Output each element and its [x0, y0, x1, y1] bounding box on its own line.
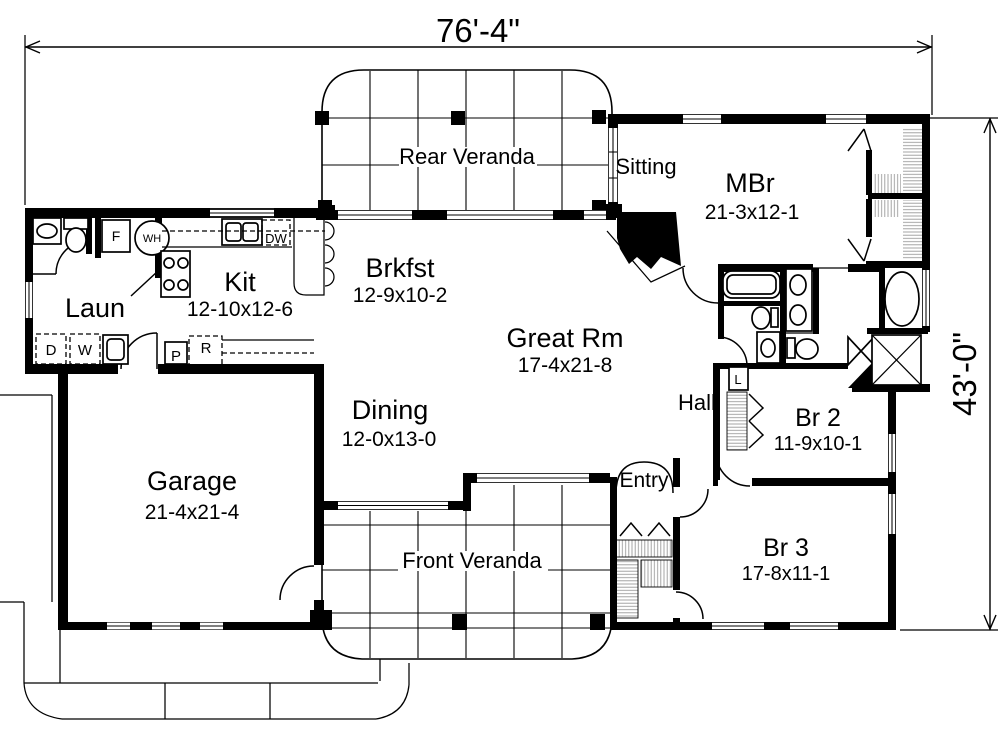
label-washer: W [77, 342, 93, 359]
veranda-post [315, 111, 329, 125]
bar-stool [325, 222, 334, 240]
hall-nook-door [683, 268, 718, 303]
bar-stool [325, 245, 334, 263]
room-label-br3: Br 3 [763, 534, 809, 562]
br3-south-window-1 [712, 623, 764, 629]
room-label-dining: Dining [351, 395, 429, 425]
room-dims-br2: 11-9x10-1 [773, 433, 863, 455]
greatrm-front-window [477, 474, 589, 482]
brkfst-slider [338, 211, 412, 219]
room-label-great-rm: Great Rm [506, 323, 624, 353]
bar-stool [325, 268, 334, 286]
br2-window [889, 434, 895, 472]
label-pantry: P [170, 348, 182, 365]
room-dims-dining: 12-0x13-0 [341, 428, 437, 451]
label-water-heater: WH [142, 233, 162, 245]
room-dims-mbr: 21-3x12-1 [704, 201, 800, 224]
garage-house-door [280, 566, 314, 600]
width-dimension-label: 76'-4" [435, 12, 521, 49]
half-bath-sink [33, 218, 61, 244]
laundry-sink [103, 335, 128, 364]
master-vanity [786, 269, 812, 331]
mbr-closet-door-upper [848, 129, 871, 151]
hall-bath-sink [757, 332, 780, 363]
veranda-post [592, 110, 606, 124]
room-label-laun: Laun [64, 293, 126, 323]
room-label-entry: Entry [619, 469, 669, 492]
room-label-sitting: Sitting [615, 154, 677, 179]
room-label-hall: Hall [678, 390, 716, 415]
room-label-br2: Br 2 [795, 404, 841, 432]
hall-bath-door [718, 337, 747, 366]
rear-door-window [584, 211, 606, 219]
label-dryer: D [45, 342, 57, 359]
veranda-post [452, 614, 467, 630]
laundry-window [26, 282, 32, 318]
laundry-kitchen-door [131, 271, 158, 296]
room-dims-great-rm: 17-4x21-8 [517, 354, 613, 377]
half-bath-toilet [64, 218, 88, 252]
entry-door-leaves [620, 523, 670, 536]
hall-bath-toilet [752, 307, 778, 329]
br3-east-window [889, 494, 895, 534]
room-dims-garage: 21-4x21-4 [144, 501, 240, 524]
label-furnace: F [111, 228, 121, 244]
br3-door [680, 489, 708, 517]
master-toilet [787, 338, 818, 359]
room-label-brkfst: Brkfst [365, 253, 435, 283]
room-label-mbr: MBr [725, 168, 775, 198]
height-dimension-label: 43'-0" [946, 331, 983, 417]
mbath-tub-window [923, 270, 929, 326]
room-label-garage: Garage [146, 466, 238, 496]
master-tub [885, 272, 919, 326]
rear-veranda-slab [315, 70, 612, 214]
garage-door-panels [107, 623, 223, 630]
kitchen-window [210, 209, 274, 217]
label-linen: L [734, 372, 742, 387]
hall-bath-tub [723, 271, 780, 298]
veranda-post [451, 111, 465, 125]
shower-door [848, 337, 861, 365]
mbr-closet-door-lower [848, 239, 871, 261]
label-range: R [200, 340, 212, 357]
master-shower [872, 335, 921, 385]
room-dims-br3: 17-8x11-1 [741, 563, 831, 585]
label-dishwasher: DW [265, 231, 287, 246]
room-label-rear-veranda: Rear Veranda [399, 144, 535, 169]
dining-window [338, 502, 448, 509]
mbr-window-1 [683, 115, 721, 123]
br2-door [716, 452, 750, 486]
room-label-kit: Kit [224, 267, 256, 297]
br3-closet-door [676, 592, 703, 619]
fireplace [607, 212, 685, 282]
kitchen-peninsula [294, 218, 334, 295]
br2-bifold-doors [749, 394, 763, 448]
br3-south-window-2 [790, 623, 838, 629]
kitchen-sink [222, 219, 262, 245]
greatrm-rear-slider [447, 211, 553, 219]
room-dims-brkfst: 12-9x10-2 [352, 284, 448, 307]
mbr-window-2 [826, 115, 866, 123]
room-dims-kit: 12-10x12-6 [186, 298, 294, 321]
room-label-front-veranda: Front Veranda [402, 548, 542, 573]
veranda-post [590, 614, 605, 630]
range-stove [161, 251, 190, 297]
